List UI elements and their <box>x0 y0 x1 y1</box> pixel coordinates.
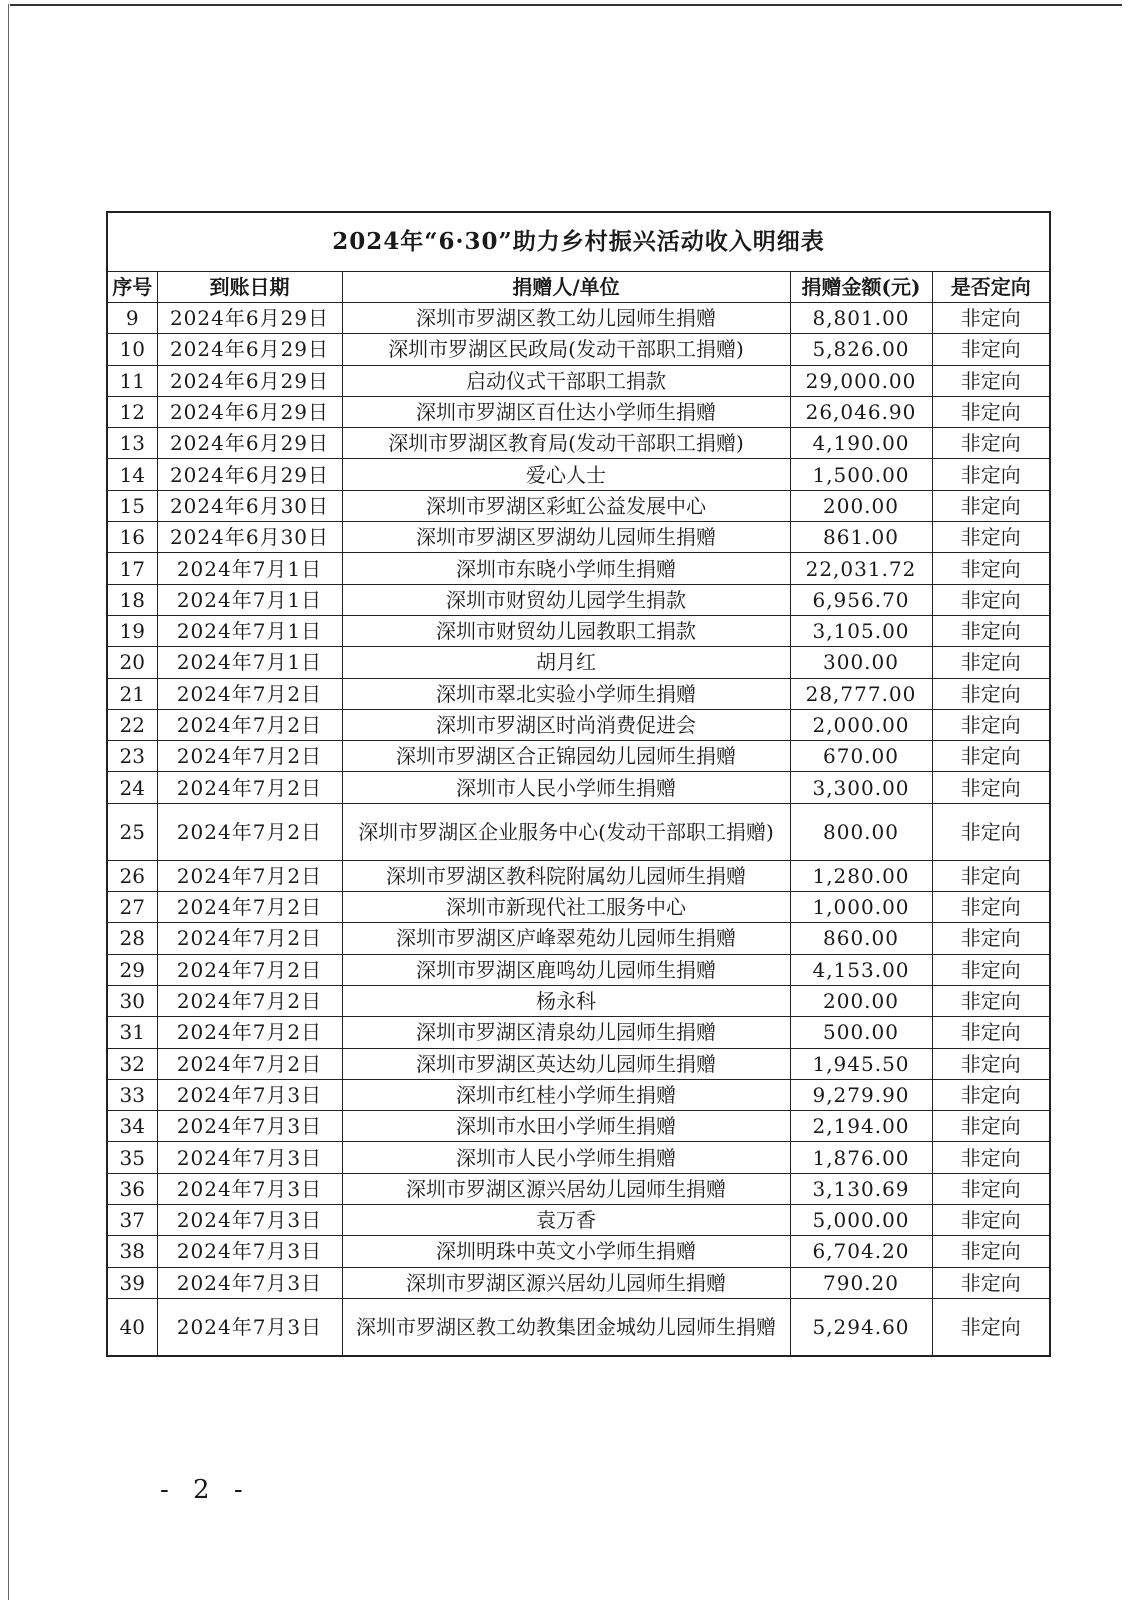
page-number: - 2 - <box>160 1475 251 1505</box>
row-date-cell: 2024年7月2日 <box>157 772 342 803</box>
row-index-cell: 14 <box>107 459 157 490</box>
table-header-row <box>107 272 1050 303</box>
row-index-cell: 28 <box>107 923 157 954</box>
row-amount-cell: 2,000.00 <box>790 709 932 740</box>
row-amount-cell: 28,777.00 <box>790 678 932 709</box>
page-left-border <box>8 4 9 1600</box>
row-date-cell: 2024年7月1日 <box>157 584 342 615</box>
row-directed-cell: 非定向 <box>932 803 1050 860</box>
row-donor-cell: 深圳市罗湖区教工幼教集团金城幼儿园师生捐赠 <box>342 1298 790 1356</box>
table-row <box>107 1173 1050 1204</box>
row-date-cell: 2024年7月2日 <box>157 1048 342 1079</box>
row-date-cell: 2024年7月3日 <box>157 1142 342 1173</box>
row-index-cell: 24 <box>107 772 157 803</box>
row-index-cell: 22 <box>107 709 157 740</box>
row-index-cell: 32 <box>107 1048 157 1079</box>
row-date-cell: 2024年7月2日 <box>157 892 342 923</box>
table-row <box>107 303 1050 334</box>
row-index-cell: 39 <box>107 1267 157 1298</box>
table-row <box>107 860 1050 891</box>
row-index-cell: 9 <box>107 303 157 334</box>
row-index-cell: 37 <box>107 1205 157 1236</box>
row-donor-cell: 杨永科 <box>342 985 790 1016</box>
row-donor-cell: 深圳市罗湖区鹿鸣幼儿园师生捐赠 <box>342 954 790 985</box>
row-donor-cell: 深圳市罗湖区合正锦园幼儿园师生捐赠 <box>342 741 790 772</box>
row-index-cell: 36 <box>107 1173 157 1204</box>
row-amount-cell: 3,130.69 <box>790 1173 932 1204</box>
row-date-cell: 2024年6月29日 <box>157 303 342 334</box>
row-directed-cell: 非定向 <box>932 1048 1050 1079</box>
row-date-cell: 2024年7月1日 <box>157 647 342 678</box>
table-row <box>107 615 1050 646</box>
page-top-border <box>10 4 1122 6</box>
row-directed-cell: 非定向 <box>932 1267 1050 1298</box>
row-date-cell: 2024年6月30日 <box>157 490 342 521</box>
row-index-cell: 35 <box>107 1142 157 1173</box>
row-index-cell: 29 <box>107 954 157 985</box>
row-directed-cell: 非定向 <box>932 678 1050 709</box>
row-date-cell: 2024年7月3日 <box>157 1205 342 1236</box>
row-date-cell: 2024年7月3日 <box>157 1298 342 1356</box>
table-row <box>107 365 1050 396</box>
income-detail-table-container <box>106 211 1049 1357</box>
row-date-cell: 2024年6月30日 <box>157 522 342 553</box>
row-index-cell: 12 <box>107 396 157 427</box>
row-directed-cell: 非定向 <box>932 892 1050 923</box>
row-directed-cell: 非定向 <box>932 615 1050 646</box>
row-directed-cell: 非定向 <box>932 522 1050 553</box>
row-date-cell: 2024年7月2日 <box>157 709 342 740</box>
row-amount-cell: 3,300.00 <box>790 772 932 803</box>
table-row <box>107 803 1050 860</box>
row-donor-cell: 深圳市罗湖区民政局(发动干部职工捐赠) <box>342 334 790 365</box>
row-directed-cell: 非定向 <box>932 741 1050 772</box>
row-amount-cell: 2,194.00 <box>790 1111 932 1142</box>
row-directed-cell: 非定向 <box>932 584 1050 615</box>
row-index-cell: 27 <box>107 892 157 923</box>
row-directed-cell: 非定向 <box>932 490 1050 521</box>
row-amount-cell: 5,000.00 <box>790 1205 932 1236</box>
row-index-cell: 21 <box>107 678 157 709</box>
table-row <box>107 772 1050 803</box>
table-row <box>107 892 1050 923</box>
row-date-cell: 2024年7月2日 <box>157 678 342 709</box>
row-index-cell: 15 <box>107 490 157 521</box>
row-directed-cell: 非定向 <box>932 1173 1050 1204</box>
row-amount-cell: 800.00 <box>790 803 932 860</box>
row-directed-cell: 非定向 <box>932 1298 1050 1356</box>
row-date-cell: 2024年7月3日 <box>157 1111 342 1142</box>
row-amount-cell: 200.00 <box>790 490 932 521</box>
header-amount: 捐赠金额(元) <box>790 272 932 303</box>
header-index: 序号 <box>107 272 157 303</box>
row-donor-cell: 深圳市翠北实验小学师生捐赠 <box>342 678 790 709</box>
table-row <box>107 1048 1050 1079</box>
row-date-cell: 2024年7月2日 <box>157 1017 342 1048</box>
row-donor-cell: 深圳市罗湖区教工幼儿园师生捐赠 <box>342 303 790 334</box>
row-donor-cell: 爱心人士 <box>342 459 790 490</box>
table-row <box>107 1079 1050 1110</box>
row-donor-cell: 深圳市罗湖区庐峰翠苑幼儿园师生捐赠 <box>342 923 790 954</box>
row-index-cell: 26 <box>107 860 157 891</box>
table-row <box>107 1236 1050 1267</box>
row-index-cell: 11 <box>107 365 157 396</box>
row-amount-cell: 860.00 <box>790 923 932 954</box>
row-directed-cell: 非定向 <box>932 334 1050 365</box>
row-index-cell: 16 <box>107 522 157 553</box>
row-donor-cell: 深圳市财贸幼儿园学生捐款 <box>342 584 790 615</box>
row-directed-cell: 非定向 <box>932 1236 1050 1267</box>
row-index-cell: 30 <box>107 985 157 1016</box>
row-donor-cell: 深圳市罗湖区源兴居幼儿园师生捐赠 <box>342 1173 790 1204</box>
table-row <box>107 1142 1050 1173</box>
row-amount-cell: 4,190.00 <box>790 428 932 459</box>
row-directed-cell: 非定向 <box>932 709 1050 740</box>
row-index-cell: 31 <box>107 1017 157 1048</box>
row-amount-cell: 200.00 <box>790 985 932 1016</box>
row-directed-cell: 非定向 <box>932 303 1050 334</box>
row-directed-cell: 非定向 <box>932 553 1050 584</box>
row-directed-cell: 非定向 <box>932 1205 1050 1236</box>
table-row <box>107 709 1050 740</box>
row-amount-cell: 1,280.00 <box>790 860 932 891</box>
row-donor-cell: 深圳市罗湖区百仕达小学师生捐赠 <box>342 396 790 427</box>
header-directed: 是否定向 <box>932 272 1050 303</box>
row-directed-cell: 非定向 <box>932 860 1050 891</box>
table-body <box>107 303 1050 1356</box>
row-date-cell: 2024年6月29日 <box>157 365 342 396</box>
table-row <box>107 1205 1050 1236</box>
row-donor-cell: 深圳市人民小学师生捐赠 <box>342 772 790 803</box>
row-donor-cell: 深圳市罗湖区清泉幼儿园师生捐赠 <box>342 1017 790 1048</box>
row-donor-cell: 深圳市财贸幼儿园教职工捐款 <box>342 615 790 646</box>
row-date-cell: 2024年7月3日 <box>157 1079 342 1110</box>
row-donor-cell: 深圳市罗湖区罗湖幼儿园师生捐赠 <box>342 522 790 553</box>
row-date-cell: 2024年7月1日 <box>157 553 342 584</box>
row-date-cell: 2024年7月3日 <box>157 1267 342 1298</box>
row-amount-cell: 300.00 <box>790 647 932 678</box>
row-directed-cell: 非定向 <box>932 396 1050 427</box>
row-directed-cell: 非定向 <box>932 985 1050 1016</box>
row-index-cell: 34 <box>107 1111 157 1142</box>
row-amount-cell: 6,956.70 <box>790 584 932 615</box>
row-amount-cell: 1,500.00 <box>790 459 932 490</box>
row-donor-cell: 深圳市红桂小学师生捐赠 <box>342 1079 790 1110</box>
row-index-cell: 20 <box>107 647 157 678</box>
row-donor-cell: 深圳市罗湖区教科院附属幼儿园师生捐赠 <box>342 860 790 891</box>
row-donor-cell: 深圳市东晓小学师生捐赠 <box>342 553 790 584</box>
table-row <box>107 678 1050 709</box>
table-row <box>107 954 1050 985</box>
row-index-cell: 10 <box>107 334 157 365</box>
row-directed-cell: 非定向 <box>932 365 1050 396</box>
row-amount-cell: 29,000.00 <box>790 365 932 396</box>
row-date-cell: 2024年7月1日 <box>157 615 342 646</box>
table-row <box>107 334 1050 365</box>
table-row <box>107 553 1050 584</box>
row-donor-cell: 袁万香 <box>342 1205 790 1236</box>
row-index-cell: 23 <box>107 741 157 772</box>
row-index-cell: 33 <box>107 1079 157 1110</box>
row-directed-cell: 非定向 <box>932 1017 1050 1048</box>
table-row <box>107 985 1050 1016</box>
row-amount-cell: 1,000.00 <box>790 892 932 923</box>
row-donor-cell: 深圳市罗湖区教育局(发动干部职工捐赠) <box>342 428 790 459</box>
table-row <box>107 923 1050 954</box>
row-amount-cell: 3,105.00 <box>790 615 932 646</box>
row-amount-cell: 670.00 <box>790 741 932 772</box>
row-date-cell: 2024年7月2日 <box>157 741 342 772</box>
row-directed-cell: 非定向 <box>932 1079 1050 1110</box>
row-index-cell: 25 <box>107 803 157 860</box>
row-donor-cell: 深圳市新现代社工服务中心 <box>342 892 790 923</box>
row-donor-cell: 深圳市罗湖区时尚消费促进会 <box>342 709 790 740</box>
row-amount-cell: 500.00 <box>790 1017 932 1048</box>
header-date: 到账日期 <box>157 272 342 303</box>
row-date-cell: 2024年6月29日 <box>157 334 342 365</box>
row-amount-cell: 6,704.20 <box>790 1236 932 1267</box>
row-amount-cell: 790.20 <box>790 1267 932 1298</box>
row-date-cell: 2024年7月3日 <box>157 1236 342 1267</box>
row-date-cell: 2024年7月3日 <box>157 1173 342 1204</box>
row-index-cell: 17 <box>107 553 157 584</box>
row-date-cell: 2024年7月2日 <box>157 954 342 985</box>
row-amount-cell: 5,826.00 <box>790 334 932 365</box>
row-directed-cell: 非定向 <box>932 1111 1050 1142</box>
row-date-cell: 2024年7月2日 <box>157 803 342 860</box>
row-amount-cell: 5,294.60 <box>790 1298 932 1356</box>
row-amount-cell: 861.00 <box>790 522 932 553</box>
row-donor-cell: 启动仪式干部职工捐款 <box>342 365 790 396</box>
table-row <box>107 490 1050 521</box>
row-donor-cell: 深圳市罗湖区彩虹公益发展中心 <box>342 490 790 521</box>
row-amount-cell: 9,279.90 <box>790 1079 932 1110</box>
row-directed-cell: 非定向 <box>932 772 1050 803</box>
row-directed-cell: 非定向 <box>932 428 1050 459</box>
table-row <box>107 1017 1050 1048</box>
table-row <box>107 1267 1050 1298</box>
row-donor-cell: 深圳市罗湖区英达幼儿园师生捐赠 <box>342 1048 790 1079</box>
header-donor: 捐赠人/单位 <box>342 272 790 303</box>
row-amount-cell: 1,945.50 <box>790 1048 932 1079</box>
row-date-cell: 2024年6月29日 <box>157 396 342 427</box>
row-index-cell: 38 <box>107 1236 157 1267</box>
row-directed-cell: 非定向 <box>932 923 1050 954</box>
row-donor-cell: 深圳市罗湖区源兴居幼儿园师生捐赠 <box>342 1267 790 1298</box>
row-amount-cell: 26,046.90 <box>790 396 932 427</box>
row-amount-cell: 22,031.72 <box>790 553 932 584</box>
row-amount-cell: 4,153.00 <box>790 954 932 985</box>
row-donor-cell: 深圳市罗湖区企业服务中心(发动干部职工捐赠) <box>342 803 790 860</box>
table-row <box>107 1298 1050 1356</box>
row-index-cell: 40 <box>107 1298 157 1356</box>
table-row <box>107 584 1050 615</box>
row-donor-cell: 深圳明珠中英文小学师生捐赠 <box>342 1236 790 1267</box>
row-directed-cell: 非定向 <box>932 647 1050 678</box>
table-title: 2024年“6·30”助力乡村振兴活动收入明细表 <box>107 212 1050 272</box>
row-amount-cell: 8,801.00 <box>790 303 932 334</box>
table-row <box>107 428 1050 459</box>
table-row <box>107 522 1050 553</box>
row-directed-cell: 非定向 <box>932 1142 1050 1173</box>
row-donor-cell: 胡月红 <box>342 647 790 678</box>
table-row <box>107 741 1050 772</box>
row-date-cell: 2024年6月29日 <box>157 428 342 459</box>
table-row <box>107 459 1050 490</box>
row-index-cell: 18 <box>107 584 157 615</box>
table-row <box>107 1111 1050 1142</box>
row-donor-cell: 深圳市人民小学师生捐赠 <box>342 1142 790 1173</box>
row-index-cell: 13 <box>107 428 157 459</box>
row-date-cell: 2024年7月2日 <box>157 923 342 954</box>
row-date-cell: 2024年7月2日 <box>157 985 342 1016</box>
table-row <box>107 396 1050 427</box>
row-donor-cell: 深圳市水田小学师生捐赠 <box>342 1111 790 1142</box>
row-date-cell: 2024年7月2日 <box>157 860 342 891</box>
row-directed-cell: 非定向 <box>932 459 1050 490</box>
income-detail-table <box>106 211 1051 1357</box>
row-date-cell: 2024年6月29日 <box>157 459 342 490</box>
row-directed-cell: 非定向 <box>932 954 1050 985</box>
row-index-cell: 19 <box>107 615 157 646</box>
row-amount-cell: 1,876.00 <box>790 1142 932 1173</box>
table-row <box>107 647 1050 678</box>
